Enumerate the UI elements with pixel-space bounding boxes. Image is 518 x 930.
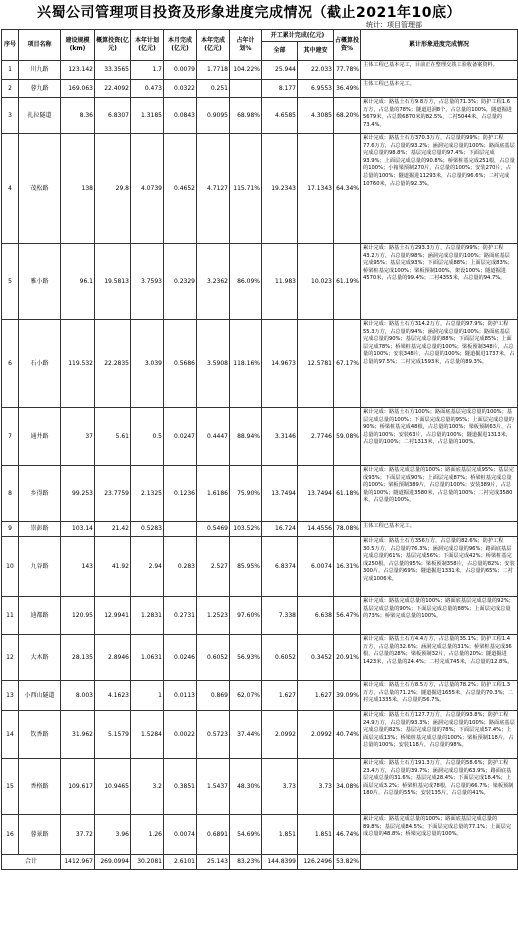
row-month-done: 0.0322 (164, 80, 197, 98)
row-year-pct: 88.94% (230, 408, 262, 466)
row-cum-pct: 64.34% (334, 134, 361, 244)
row-year-plan: 0.5 (131, 408, 164, 466)
row-seq: 6 (2, 320, 19, 408)
row-cum-all: 6.8374 (262, 537, 298, 597)
row-year-plan: 2.1325 (131, 466, 164, 522)
row-scale: 109.617 (61, 759, 95, 815)
row-seq: 4 (2, 134, 19, 244)
row-name: 香格路 (19, 759, 61, 815)
row-year-done: 3.2362 (197, 244, 230, 320)
row-cum-all: 25.944 (262, 61, 298, 80)
row-year-done: 1.2523 (197, 597, 230, 635)
row-name: 茂松路 (19, 134, 61, 244)
row-cum-build: 12.5781 (298, 320, 334, 408)
row-year-pct: 118.16% (230, 320, 262, 408)
row-budget: 5.61 (95, 408, 131, 466)
row-cum-pct: 56.47% (334, 597, 361, 635)
row-year-plan: 3.039 (131, 320, 164, 408)
header-year-done: 本年完成(亿元) (197, 30, 230, 61)
row-cum-pct: 46.74% (334, 815, 361, 855)
row-year-done: 1.5437 (197, 759, 230, 815)
row-budget: 41.92 (95, 537, 131, 597)
row-budget: 10.9465 (95, 759, 131, 815)
row-name: 石小路 (19, 320, 61, 408)
header-cum-all: 全部 (262, 42, 298, 61)
row-month-done: 0.283 (164, 537, 197, 597)
header-seq: 序号 (2, 30, 19, 61)
row-budget: 22.2835 (95, 320, 131, 408)
table-row (2, 244, 518, 320)
row-cum-build: 3.73 (298, 759, 334, 815)
row-year-done: 0.6052 (197, 635, 230, 681)
row-scale: 8.003 (61, 681, 95, 711)
row-cum-all: 1.851 (262, 815, 298, 855)
row-cum-all: 11.983 (262, 244, 298, 320)
row-year-done: 1.7718 (197, 61, 230, 80)
row-scale: 169.063 (61, 80, 95, 98)
row-budget: 6.8307 (95, 98, 131, 134)
row-month-done: 0.4652 (164, 134, 197, 244)
row-scale: 123.142 (61, 61, 95, 80)
row-scale: 37 (61, 408, 95, 466)
row-year-done: 0.5469 (197, 522, 230, 537)
table-row (2, 134, 518, 244)
row-seq: 13 (2, 681, 19, 711)
row-year-done: 0.9095 (197, 98, 230, 134)
row-cum-build: 13.7494 (298, 466, 334, 522)
total-year-done: 25.143 (197, 855, 230, 870)
row-name: 扎拉隧道 (19, 98, 61, 134)
row-cum-all: 4.6585 (262, 98, 298, 134)
row-name: 钦香路 (19, 711, 61, 759)
row-year-done: 4.7127 (197, 134, 230, 244)
table-row (2, 320, 518, 408)
row-seq: 16 (2, 815, 19, 855)
row-month-done: 0.0113 (164, 681, 197, 711)
row-year-done: 0.869 (197, 681, 230, 711)
row-cum-pct: 67.17% (334, 320, 361, 408)
row-progress: 累计完成：路基土石方9.8万方，占总量的71.3%；防护工程1.6万方，占总量的78%；隧道进洞8个，占总量的100%，隧道掘进5679米，占总数6870米的82.5%，二衬5044米，占总量的73.4%。 (361, 98, 518, 134)
row-year-pct: 37.44% (230, 711, 262, 759)
row-cum-all: 14.9673 (262, 320, 298, 408)
row-name: 崇彭路 (19, 522, 61, 537)
row-month-done: 0.2329 (164, 244, 197, 320)
row-seq: 9 (2, 522, 19, 537)
row-year-pct: 104.22% (230, 61, 262, 80)
row-year-plan: 1.26 (131, 815, 164, 855)
row-year-pct: 54.69% (230, 815, 262, 855)
row-month-done: 0.0079 (164, 61, 197, 80)
table-row (2, 80, 518, 98)
header-year-plan: 本年计划(亿元) (131, 30, 164, 61)
row-budget: 22.4092 (95, 80, 131, 98)
row-year-done: 0.4447 (197, 408, 230, 466)
row-year-plan: 1.5284 (131, 711, 164, 759)
row-cum-build: 4.3085 (298, 98, 334, 134)
row-cum-pct: 77.78% (334, 61, 361, 80)
row-cum-pct: 40.74% (334, 711, 361, 759)
row-cum-build: 17.1343 (298, 134, 334, 244)
table-row (2, 466, 518, 522)
total-label: 合计 (2, 855, 61, 870)
header-name: 项目名称 (19, 30, 61, 61)
row-month-done: 0.5686 (164, 320, 197, 408)
row-month-done: 0.0022 (164, 711, 197, 759)
table-row (2, 681, 518, 711)
row-scale: 138 (61, 134, 95, 244)
row-cum-build: 6.638 (298, 597, 334, 635)
row-seq: 12 (2, 635, 19, 681)
row-cum-pct: 34.08% (334, 759, 361, 815)
row-cum-pct: 78.08% (334, 522, 361, 537)
row-year-pct (230, 80, 262, 98)
row-cum-pct: 20.91% (334, 635, 361, 681)
row-progress: 累计完成：路基土石方100%；路面底基层完成总量的100%；基层完成总量的100%；下面层完成总量的95%；上面层完成总量的90%；桥梁桩基完成48根，占总量的100%；梁板预制63片，占总量的100%；安装63片，占总量的100%；隧道掘进1313米，占总量的100%；二衬1313米，占总量的100%。 (361, 408, 518, 466)
table-row (2, 522, 518, 537)
row-progress: 主体工程已基本完工，目前正在整理交竣工验收备案资料。 (361, 61, 518, 80)
row-year-plan: 1.3185 (131, 98, 164, 134)
total-cum-pct: 53.82% (334, 855, 361, 870)
row-name: 蓉景路 (19, 815, 61, 855)
row-progress: 累计完成：路基土石方8.5万方，占总量的78.2%；防护工程1.3万方，占总量的71.2%；隧道掘进1655米，占总量的70.3%；二衬完成1335米，占总量的56.7%。 (361, 681, 518, 711)
row-seq: 15 (2, 759, 19, 815)
row-cum-all: 1.627 (262, 681, 298, 711)
row-budget: 3.96 (95, 815, 131, 855)
row-seq: 5 (2, 244, 19, 320)
row-year-pct: 68.98% (230, 98, 262, 134)
row-cum-all: 16.724 (262, 522, 298, 537)
row-seq: 11 (2, 597, 19, 635)
row-cum-build: 10.023 (298, 244, 334, 320)
row-cum-build: 6.0074 (298, 537, 334, 597)
row-budget: 23.7759 (95, 466, 131, 522)
row-month-done: 0.2731 (164, 597, 197, 635)
row-year-plan: 1.0631 (131, 635, 164, 681)
row-budget: 21.42 (95, 522, 131, 537)
row-cum-pct: 59.08% (334, 408, 361, 466)
row-year-plan: 0.473 (131, 80, 164, 98)
row-year-done: 0.5723 (197, 711, 230, 759)
row-month-done: 0.1236 (164, 466, 197, 522)
row-cum-build: 6.9553 (298, 80, 334, 98)
row-scale: 37.72 (61, 815, 95, 855)
row-year-pct: 86.09% (230, 244, 262, 320)
total-cum-build: 126.2496 (298, 855, 334, 870)
row-cum-all: 8.177 (262, 80, 298, 98)
row-cum-all: 2.0992 (262, 711, 298, 759)
row-scale: 96.1 (61, 244, 95, 320)
page-title: 兴蜀公司管理项目投资及形象进度完成情况（截止2021年10底） (37, 5, 461, 21)
row-progress: 累计完成：路基完成总量的100%；路面底基层完成95%；基层完成93%；下面层完成90%；上面层完成87%；桥梁桩基完成总量的100%；梁板预制389片，占总量的100%；安装389片，占总量的100%；隧道掘进3580米，占总量的100%；二衬完成3580米，占总量的100%。 (361, 466, 518, 522)
row-cum-build: 22.033 (298, 61, 334, 80)
table-row (2, 408, 518, 466)
row-progress: 累计完成：路基完成总量的100%；路面底基层完成总量的89.8%；基层完成84.5%；下面层完成总量的77.1%；上面层完成总量的48.8%；桥梁完成总量的100%。 (361, 815, 518, 855)
header-progress: 累计形象进度完成情况 (361, 30, 518, 61)
row-cum-pct: 36.49% (334, 80, 361, 98)
total-year-pct: 83.23% (230, 855, 262, 870)
row-year-pct: 75.90% (230, 466, 262, 522)
row-month-done: 0.0843 (164, 98, 197, 134)
unit-note: 统计：项目管理部 (366, 21, 422, 29)
table-row (2, 711, 518, 759)
row-cum-all: 19.2343 (262, 134, 298, 244)
row-budget: 33.3565 (95, 61, 131, 80)
header-year-pct: 占年计划% (230, 30, 262, 61)
total-month-done: 2.6101 (164, 855, 197, 870)
table-row (2, 597, 518, 635)
table-row (2, 759, 518, 815)
row-name: 小西山隧道 (19, 681, 61, 711)
header-cum-group: 开工累计完成(亿元) (262, 30, 334, 42)
row-progress: 累计完成：路基土石方127.7万方，占总量的93.8%；防护工程24.9万方，占总量的93.3%；涵洞完成总量的100%；路面底基层完成总量的82%；基层完成总量的78%；下面层完成57.4%；上面层完成13%；桥梁桩基完成总量的100%；梁板预制118片，占总量的100%；安装118片，占总量的98%。 (361, 711, 518, 759)
row-year-pct: 85.95% (230, 537, 262, 597)
row-progress: 主体工程已基本完工。 (361, 80, 518, 98)
row-budget: 12.9941 (95, 597, 131, 635)
row-cum-all: 13.7494 (262, 466, 298, 522)
row-cum-build: 2.7746 (298, 408, 334, 466)
row-year-plan: 3.7593 (131, 244, 164, 320)
header-scale: 建设规模(km) (61, 30, 95, 61)
table-body (2, 61, 518, 855)
table-row (2, 635, 518, 681)
row-scale: 31.962 (61, 711, 95, 759)
table-row (2, 98, 518, 134)
row-year-pct: 48.30% (230, 759, 262, 815)
table-row (2, 537, 518, 597)
row-cum-build: 0.3452 (298, 635, 334, 681)
header-cum-pct: 占概算投资% (334, 30, 361, 61)
row-scale: 99.253 (61, 466, 95, 522)
table-row (2, 61, 518, 80)
row-seq: 14 (2, 711, 19, 759)
total-row (2, 855, 518, 870)
total-year-plan: 30.2081 (131, 855, 164, 870)
row-budget: 4.1623 (95, 681, 131, 711)
row-month-done: 0.0247 (164, 408, 197, 466)
row-name: 乡得路 (19, 466, 61, 522)
total-scale: 1412.967 (61, 855, 95, 870)
total-budget: 269.0994 (95, 855, 131, 870)
row-cum-pct: 39.09% (334, 681, 361, 711)
row-year-done: 1.6186 (197, 466, 230, 522)
row-year-pct: 103.52% (230, 522, 262, 537)
row-cum-all: 0.6052 (262, 635, 298, 681)
row-progress: 主体工程已基本完工。 (361, 522, 518, 537)
row-scale: 120.95 (61, 597, 95, 635)
row-scale: 143 (61, 537, 95, 597)
row-name: 通井路 (19, 408, 61, 466)
row-cum-pct: 16.31% (334, 537, 361, 597)
row-cum-build: 14.4556 (298, 522, 334, 537)
row-name: 川九路 (19, 61, 61, 80)
row-scale: 28.135 (61, 635, 95, 681)
row-seq: 2 (2, 80, 19, 98)
row-progress: 累计完成：路基土石方191.3万方，占总量的58.6%；防护工程23.4万方，占总量的39.7%；涵洞完成总量的63.9%；路面底基层完成总量的31.6%；基层完成28.4%；下面层完成18.4%；上面层完成3.2%；桥梁桩基完成78根，占总量的66.7%；梁板预制180片，占总量的55%；安装135片，占总量的41%。 (361, 759, 518, 815)
row-name: 九谷路 (19, 537, 61, 597)
row-seq: 3 (2, 98, 19, 134)
row-seq: 10 (2, 537, 19, 597)
row-year-plan: 3.2 (131, 759, 164, 815)
row-budget: 19.5813 (95, 244, 131, 320)
row-cum-pct: 68.20% (334, 98, 361, 134)
row-cum-pct: 61.19% (334, 244, 361, 320)
row-seq: 7 (2, 408, 19, 466)
row-name: 蓉九路 (19, 80, 61, 98)
row-progress: 累计完成：路基土石方356万方，占总量的82.6%；防护工程30.5万方，占总量的76.3%；涵洞完成总量的96%；路面底基层完成总量的61%；基层完成56%；下面层完成42%；桥梁桩基完成250根，占总量的95%；梁板预制358片，占总量的82%；安装300片，占总量的69%；隧道掘进1331米，占总量的65%；二衬完成1006米。 (361, 537, 518, 597)
row-seq: 8 (2, 466, 19, 522)
row-month-done: 0.0074 (164, 815, 197, 855)
row-year-pct: 62.07% (230, 681, 262, 711)
row-cum-all: 3.73 (262, 759, 298, 815)
header-budget: 概算投资(亿元) (95, 30, 131, 61)
row-month-done: 0.0246 (164, 635, 197, 681)
row-cum-build: 1.627 (298, 681, 334, 711)
total-cum-all: 144.8399 (262, 855, 298, 870)
header-cum-build: 其中建安 (298, 42, 334, 61)
row-year-plan: 4.0739 (131, 134, 164, 244)
row-cum-all: 3.3146 (262, 408, 298, 466)
row-month-done (164, 522, 197, 537)
row-scale: 119.532 (61, 320, 95, 408)
row-scale: 103.14 (61, 522, 95, 537)
row-cum-build: 1.851 (298, 815, 334, 855)
row-progress: 累计完成：路基土石方293.3万方，占总量的99%；防护工程43.2万方，占总量的98%；涵洞完成总量的100%；路面底基层完成95%；基层完成93%；下面层完成88%；上面层完成83%；桥梁桩基完成100%；梁板预制100%，架设100%；隧道掘进4570米，占总量的99.4%；二衬4355米，占总量的94.7%。 (361, 244, 518, 320)
row-progress: 累计完成：路基土石方370.3万方，占总量的99%；防护工程77.6万方，占总量的93.2%；涵洞完成总量的100%；路面底基层完成总量的98.8%；基层完成总量的97.4%；下面层完成93.9%；上面层完成总量的90.8%；桥梁桩基完成251根，占总量的100%；小箱梁预制270片，占总量的100%；安装270片，占总量的100%；隧道掘进11293米，占总量的96.6%；二衬完成10760米，占总量的92.3%。 (361, 134, 518, 244)
row-cum-all: 7.338 (262, 597, 298, 635)
progress-table (1, 29, 518, 870)
row-month-done: 0.3851 (164, 759, 197, 815)
row-progress: 累计完成：路基完成总量的100%；路面底基层完成总量的92%；基层完成总量的90%；下面层完成总量的88%；上面层完成总量的73%；桥梁完成总量的100%。 (361, 597, 518, 635)
row-budget: 5.1579 (95, 711, 131, 759)
row-cum-pct: 61.18% (334, 466, 361, 522)
row-year-done: 3.5908 (197, 320, 230, 408)
total-progress (361, 855, 518, 870)
row-scale: 8.36 (61, 98, 95, 134)
row-year-done: 2.527 (197, 537, 230, 597)
row-year-pct: 97.60% (230, 597, 262, 635)
table-row (2, 815, 518, 855)
row-budget: 29.8 (95, 134, 131, 244)
row-year-plan: 0.5283 (131, 522, 164, 537)
row-seq: 1 (2, 61, 19, 80)
row-year-done: 0.251 (197, 80, 230, 98)
row-year-plan: 1.7 (131, 61, 164, 80)
row-name: 迪都路 (19, 597, 61, 635)
row-year-plan: 2.94 (131, 537, 164, 597)
header-month-done: 本月完成(亿元) (164, 30, 197, 61)
row-cum-build: 2.0992 (298, 711, 334, 759)
row-year-plan: 1.2831 (131, 597, 164, 635)
row-budget: 2.8946 (95, 635, 131, 681)
row-progress: 累计完成：路基土石方314.2万方，占总量的97.9%；防护工程55.3万方，占总量的94%；涵洞完成总量的100%；路面底基层完成总量的90%；基层完成总量的88%；下面层完成85%；上面层完成78%；桥梁桩基完成总量的100%；梁板预制348片，占总量的100%；安装348片，占总量的100%；隧道掘进1737米，占总量的97.5%；二衬完成1593米，占总量的89.3%。 (361, 320, 518, 408)
row-name: 大木路 (19, 635, 61, 681)
row-name: 雅小路 (19, 244, 61, 320)
row-year-pct: 56.93% (230, 635, 262, 681)
row-year-pct: 115.71% (230, 134, 262, 244)
row-year-done: 0.6891 (197, 815, 230, 855)
row-progress: 累计完成：路基土石方4.4万方，占总量的35.1%；防护工程1.4万方，占总量的32.6%；涵洞完成总量的31%；桥梁桩基完成36根，占总量的28%；梁板预制32片，占总量的20%；隧道掘进1423米，占总量的24.4%；二衬完成745米，占总量的12.8%。 (361, 635, 518, 681)
row-year-plan: 1 (131, 681, 164, 711)
